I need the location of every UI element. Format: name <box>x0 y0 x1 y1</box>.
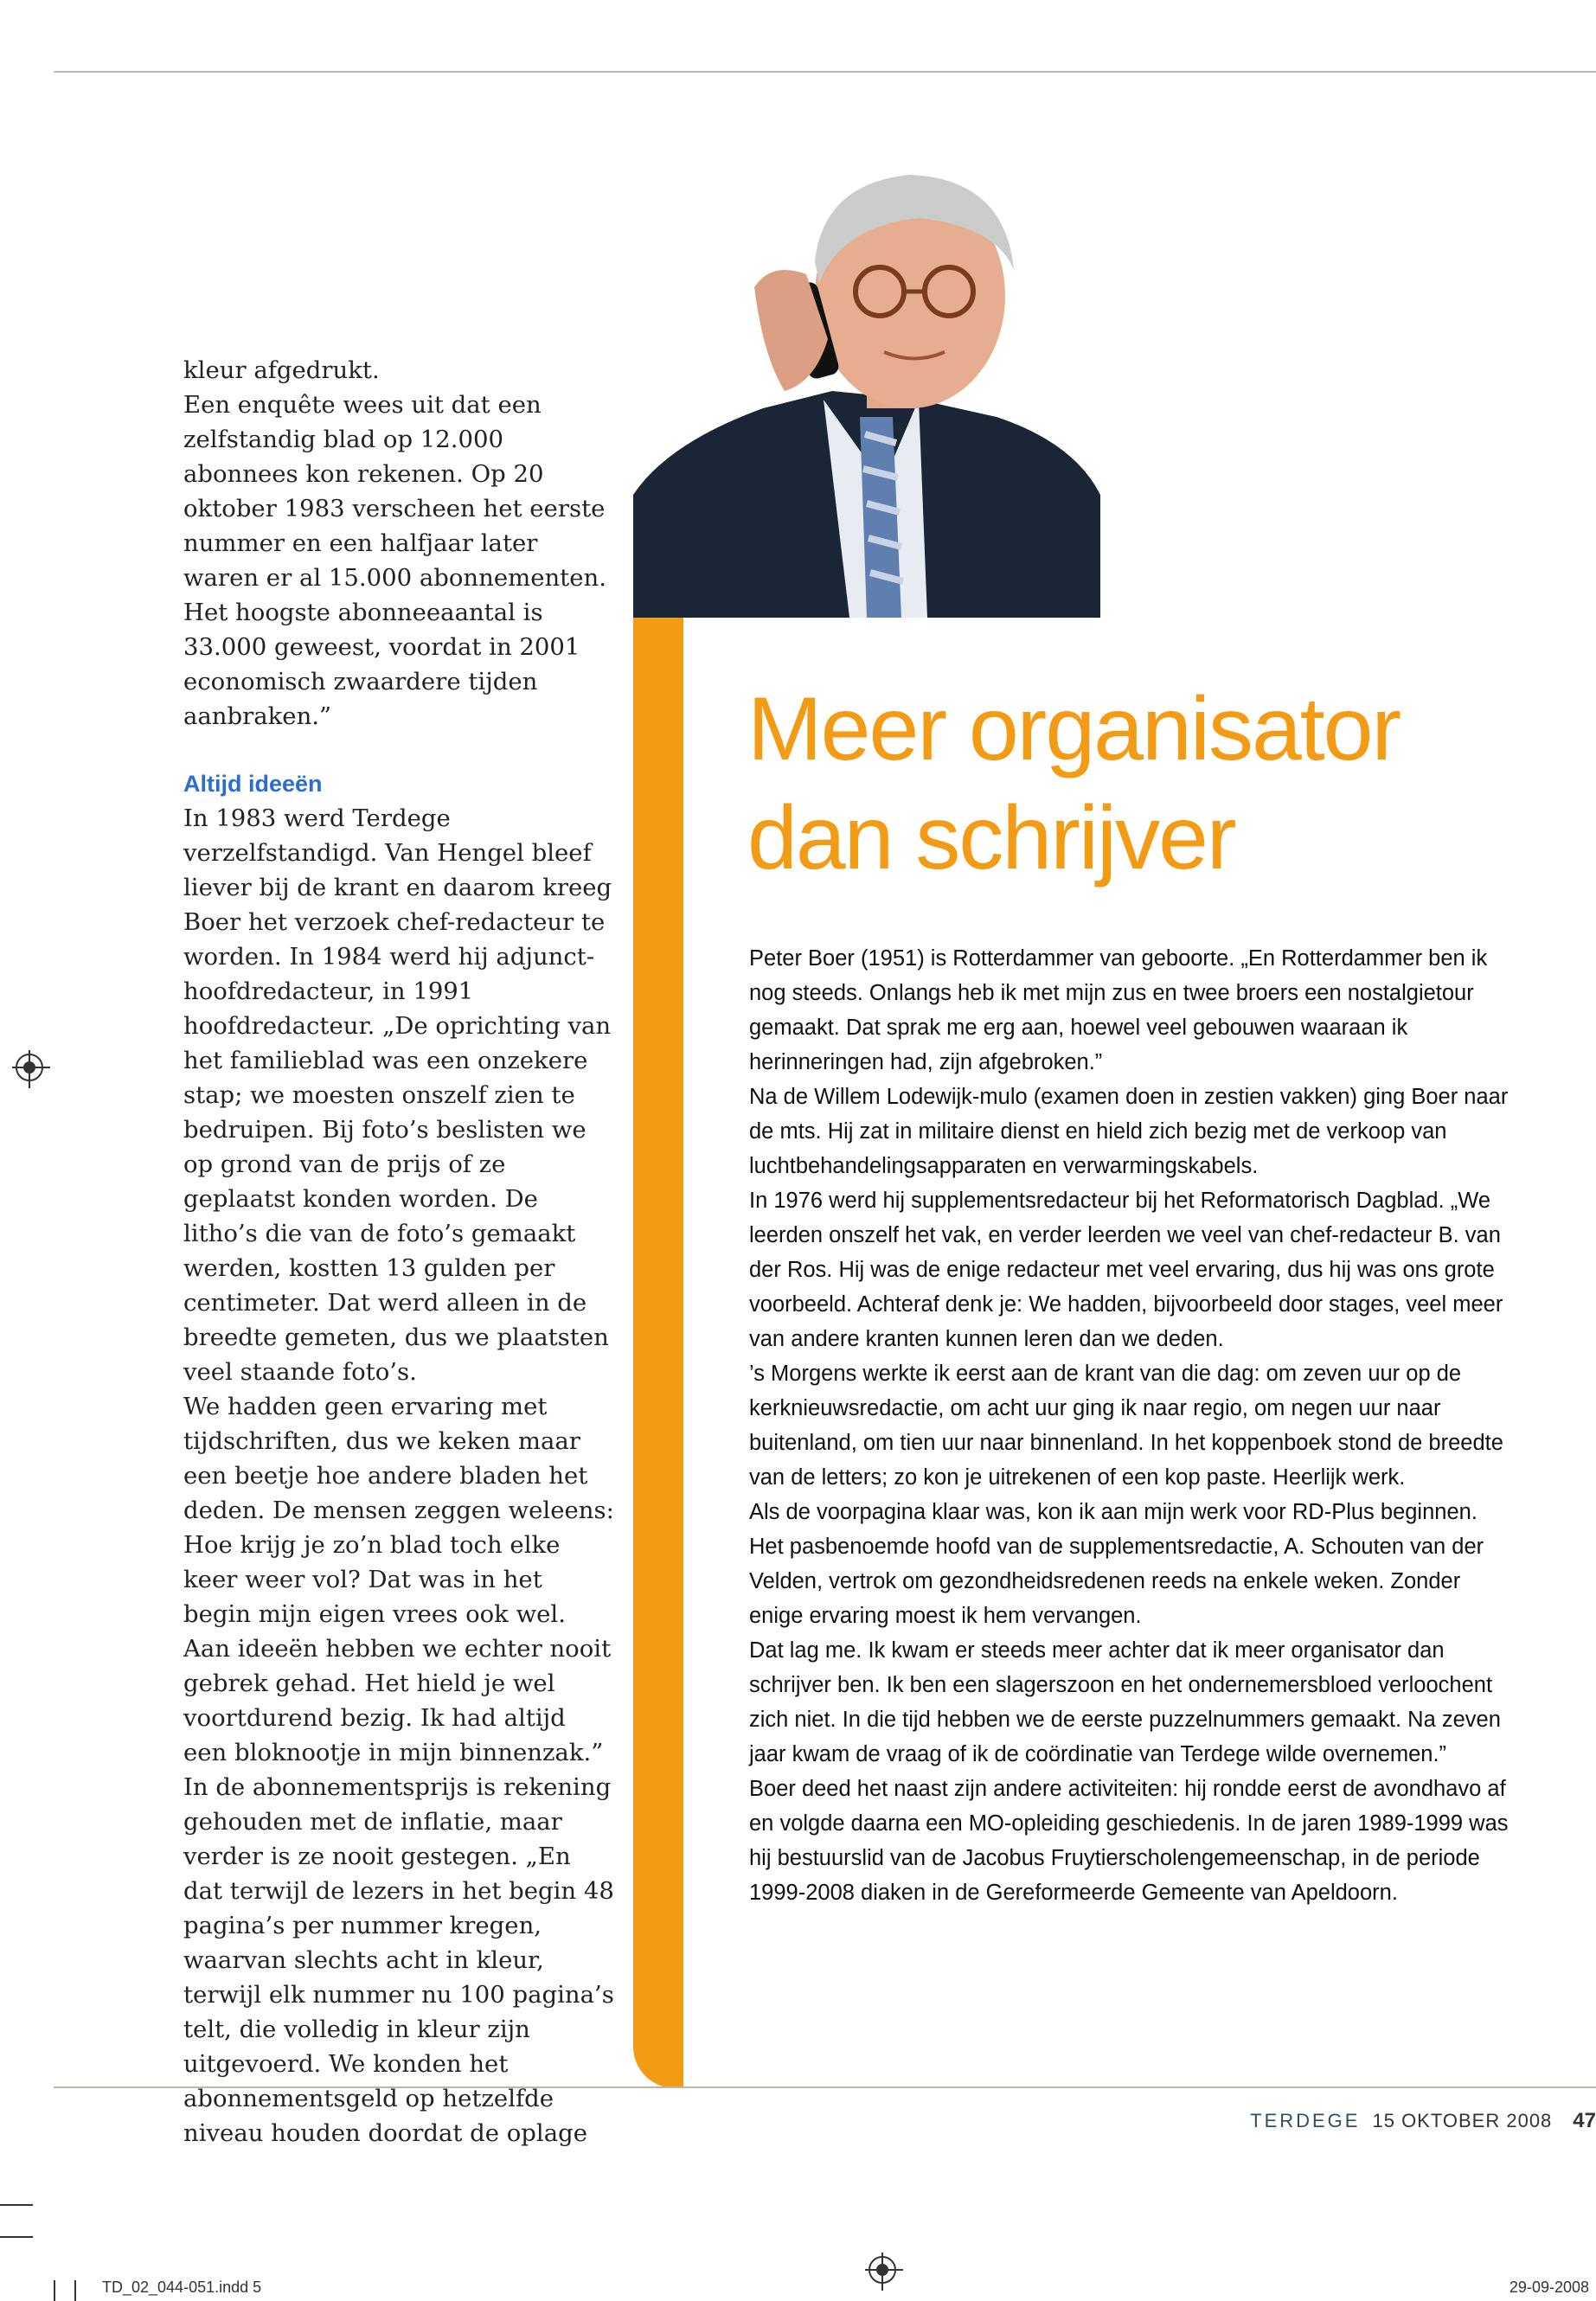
slug-date: 29-09-2008 <box>1509 2279 1589 2296</box>
slug-filename: TD_02_044-051.indd 5 <box>102 2279 262 2296</box>
paragraph: Na de Willem Lodewijk-mulo (examen doen in zestien vakken) ging Boer naar de mts. Hij zat in militaire dienst en hield zich bezig met de verkoop van luchtbehandelingsapparaten en verwarmingskabels. <box>749 1085 1509 1178</box>
article-title <box>747 675 1578 893</box>
right-column <box>749 941 1510 1910</box>
registration-mark-icon <box>16 1054 43 1081</box>
portrait-photo <box>633 131 1100 618</box>
magazine-name: TERDEGE <box>1250 2110 1361 2131</box>
portrait-illustration <box>633 131 1100 618</box>
crop-mark <box>54 2280 55 2301</box>
registration-mark-icon <box>869 2256 896 2284</box>
trim-line-bottom <box>54 2086 1596 2088</box>
title-line-1: Meer organisator <box>747 679 1401 779</box>
crop-mark <box>74 2280 76 2301</box>
crop-mark <box>0 2236 33 2238</box>
crop-mark <box>0 2204 33 2206</box>
paragraph: Als de voorpagina klaar was, kon ik aan mijn werk voor RD-Plus beginnen. Het pasbenoemde hoofd van de supplementsredactie, A. Schouten van der Velden, vertrok om gezondheidsredenen reeds na enkele weken. Zonder enige ervaring moest ik hem vervangen. <box>749 1500 1484 1628</box>
accent-bar <box>633 618 683 2088</box>
left-column <box>183 353 616 2150</box>
paragraph: Dat lag me. Ik kwam er steeds meer achter dat ik meer organisator dan schrijver ben. Ik ben een slagerszoon en het ondernemersbloed verloochent zich niet. In die tijd hebben we de eerste puzzelnummers gemaakt. Na zeven jaar kwam de vraag of ik de coördinatie van Terdege wilde overnemen.” <box>749 1638 1501 1766</box>
page-number: 47 <box>1573 2109 1596 2132</box>
paragraph: Peter Boer (1951) is Rotterdammer van geboorte. „En Rotterdammer ben ik nog steeds. Onlangs heb ik met mijn zus en twee broers een nostalgietour gemaakt. Dat sprak me erg aan, hoewel veel gebouwen waaraan ik herinneringen had, zijn afgebroken.” <box>749 946 1488 1074</box>
paragraph: In de abonnementsprijs is rekening gehouden met de inflatie, maar verder is ze nooit gestegen. „En dat terwijl de lezers in het begin 48 pagina’s per nummer kregen, waarvan slechts acht in kleur, terwijl elk nummer nu 100 pagina’s telt, die volledig in kleur zijn uitgevoerd. We konden het abonnementsgeld op hetzelfde niveau houden doordat de oplage <box>183 1773 614 2147</box>
paragraph: kleur afgedrukt. <box>183 356 380 384</box>
title-line-2: dan schrijver <box>747 788 1235 888</box>
page-footer <box>1250 2109 1596 2133</box>
issue-date: 15 OKTOBER 2008 <box>1372 2110 1553 2131</box>
paragraph: In 1983 werd Terdege verzelfstandigd. Van Hengel bleef liever bij de krant en daarom kreeg Boer het verzoek chef-redacteur te worden. In 1984 werd hij adjunct-hoofdredacteur, in 1991 hoofdredacteur. „De oprichting van het familieblad was een onzekere stap; we moesten onszelf zien te bedruipen. Bij foto’s beslisten we op grond van de prijs of ze geplaatst konden worden. De litho’s die van de foto’s gemaakt werden, kostten 13 gulden per centimeter. Dat werd alleen in de breedte gemeten, dus we plaatsten veel staande foto’s. <box>183 804 612 1386</box>
section-heading: Altijd ideeën <box>183 771 323 797</box>
paragraph: Een enquête wees uit dat een zelfstandig blad op 12.000 abonnees kon rekenen. Op 20 oktober 1983 verscheen het eerste nummer en een halfjaar later waren er al 15.000 abonnementen. Het hoogste abonneeaantal is 33.000 geweest, voordat in 2001 economisch zwaardere tijden aanbraken.” <box>183 391 606 730</box>
trim-line-top <box>54 71 1596 73</box>
paragraph: Boer deed het naast zijn andere activiteiten: hij rondde eerst de avondhavo af en volgde daarna een MO-opleiding geschiedenis. In de jaren 1989-1999 was hij bestuurslid van de Jacobus Fruytierscholengemeenschap, in de periode 1999-2008 diaken in de Gereformeerde Gemeente van Apeldoorn. <box>749 1777 1509 1905</box>
paragraph: ’s Morgens werkte ik eerst aan de krant van die dag: om zeven uur op de kerknieuwsredactie, om acht uur ging ik naar regio, om negen uur naar buitenland, om tien uur naar binnenland. In het koppenboek stond de breedte van de letters; zo kon je uitrekenen of een kop paste. Heerlijk werk. <box>749 1362 1503 1490</box>
paragraph: In 1976 werd hij supplementsredacteur bij het Reformatorisch Dagblad. „We leerden onszelf het vak, en verder leerden we veel van chef-redacteur B. van der Ros. Hij was de enige redacteur met veel ervaring, dus hij was ons grote voorbeeld. Achteraf denk je: We hadden, bijvoorbeeld door stages, veel meer van andere kranten kunnen leren dan we deden. <box>749 1189 1503 1351</box>
paragraph: We hadden geen ervaring met tijdschriften, dus we keken maar een beetje hoe andere bladen het deden. De mensen zeggen weleens: Hoe krijg je zo’n blad toch elke keer weer vol? Dat was in het begin mijn eigen vrees ook wel. Aan ideeën hebben we echter nooit gebrek gehad. Het hield je wel voortdurend bezig. Ik had altijd een bloknootje in mijn binnenzak.” <box>183 1393 614 1766</box>
